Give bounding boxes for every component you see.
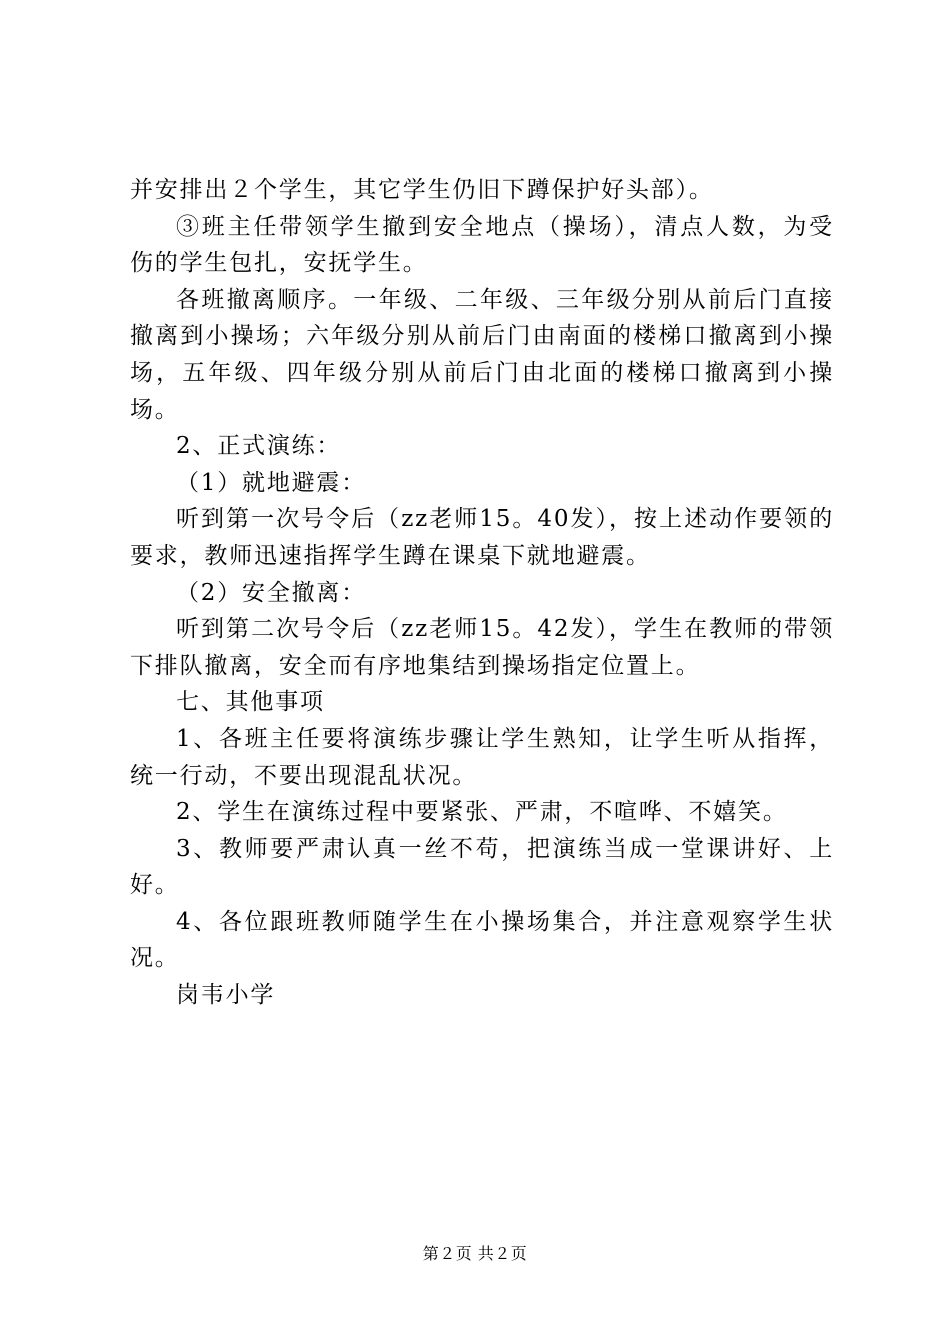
heading-other-matters: 七、其他事项 — [176, 689, 325, 716]
paragraph-second-signal: 听到第二次号令后（zz老师15。42发），学生在教师的带领下排队撤离，安全而有序地集结到操场指定位置上。 — [130, 616, 834, 679]
paragraph-step-3: ③班主任带领学生撤到安全地点（操场），清点人数，为受伤的学生包扎，安抚学生。 — [130, 213, 834, 277]
paragraph-continuation: 并安排出２个学生，其它学生仍旧下蹲保护好头部）。 — [130, 177, 714, 203]
list-item-1: 1、各班主任要将演练步骤让学生熟知，让学生听从指挥，统一行动，不要出现混乱状况。 — [130, 725, 834, 789]
page-number-footer: 第２页 共２页 — [422, 1244, 528, 1263]
signature-school-name: 岗韦小学 — [176, 982, 276, 1009]
document-body — [130, 172, 834, 1014]
list-item-4: 4、各位跟班教师随学生在小操场集合，并注意观察学生状况。 — [130, 908, 834, 972]
list-item-3: 3、教师要严肃认真一丝不苟，把演练当成一堂课讲好、上好。 — [130, 835, 834, 899]
subheading-shelter-in-place: （1）就地避震： — [176, 469, 367, 496]
subheading-safe-evacuation: （2）安全撤离： — [176, 579, 367, 606]
list-item-2: 2、学生在演练过程中要紧张、严肃，不喧哗、不嬉笑。 — [176, 799, 788, 826]
paragraph-first-signal: 听到第一次号令后（zz老师15。40发），按上述动作要领的要求，教师迅速指挥学生蹲在课桌下就地避震。 — [130, 506, 834, 569]
paragraph-evacuation-order: 各班撤离顺序。一年级、二年级、三年级分别从前后门直接撤离到小操场；六年级分别从前后门由南面的楼梯口撤离到小操场，五年级、四年级分别从前后门由北面的楼梯口撤离到小操场。 — [130, 286, 834, 423]
heading-formal-drill: 2、正式演练： — [176, 433, 342, 460]
